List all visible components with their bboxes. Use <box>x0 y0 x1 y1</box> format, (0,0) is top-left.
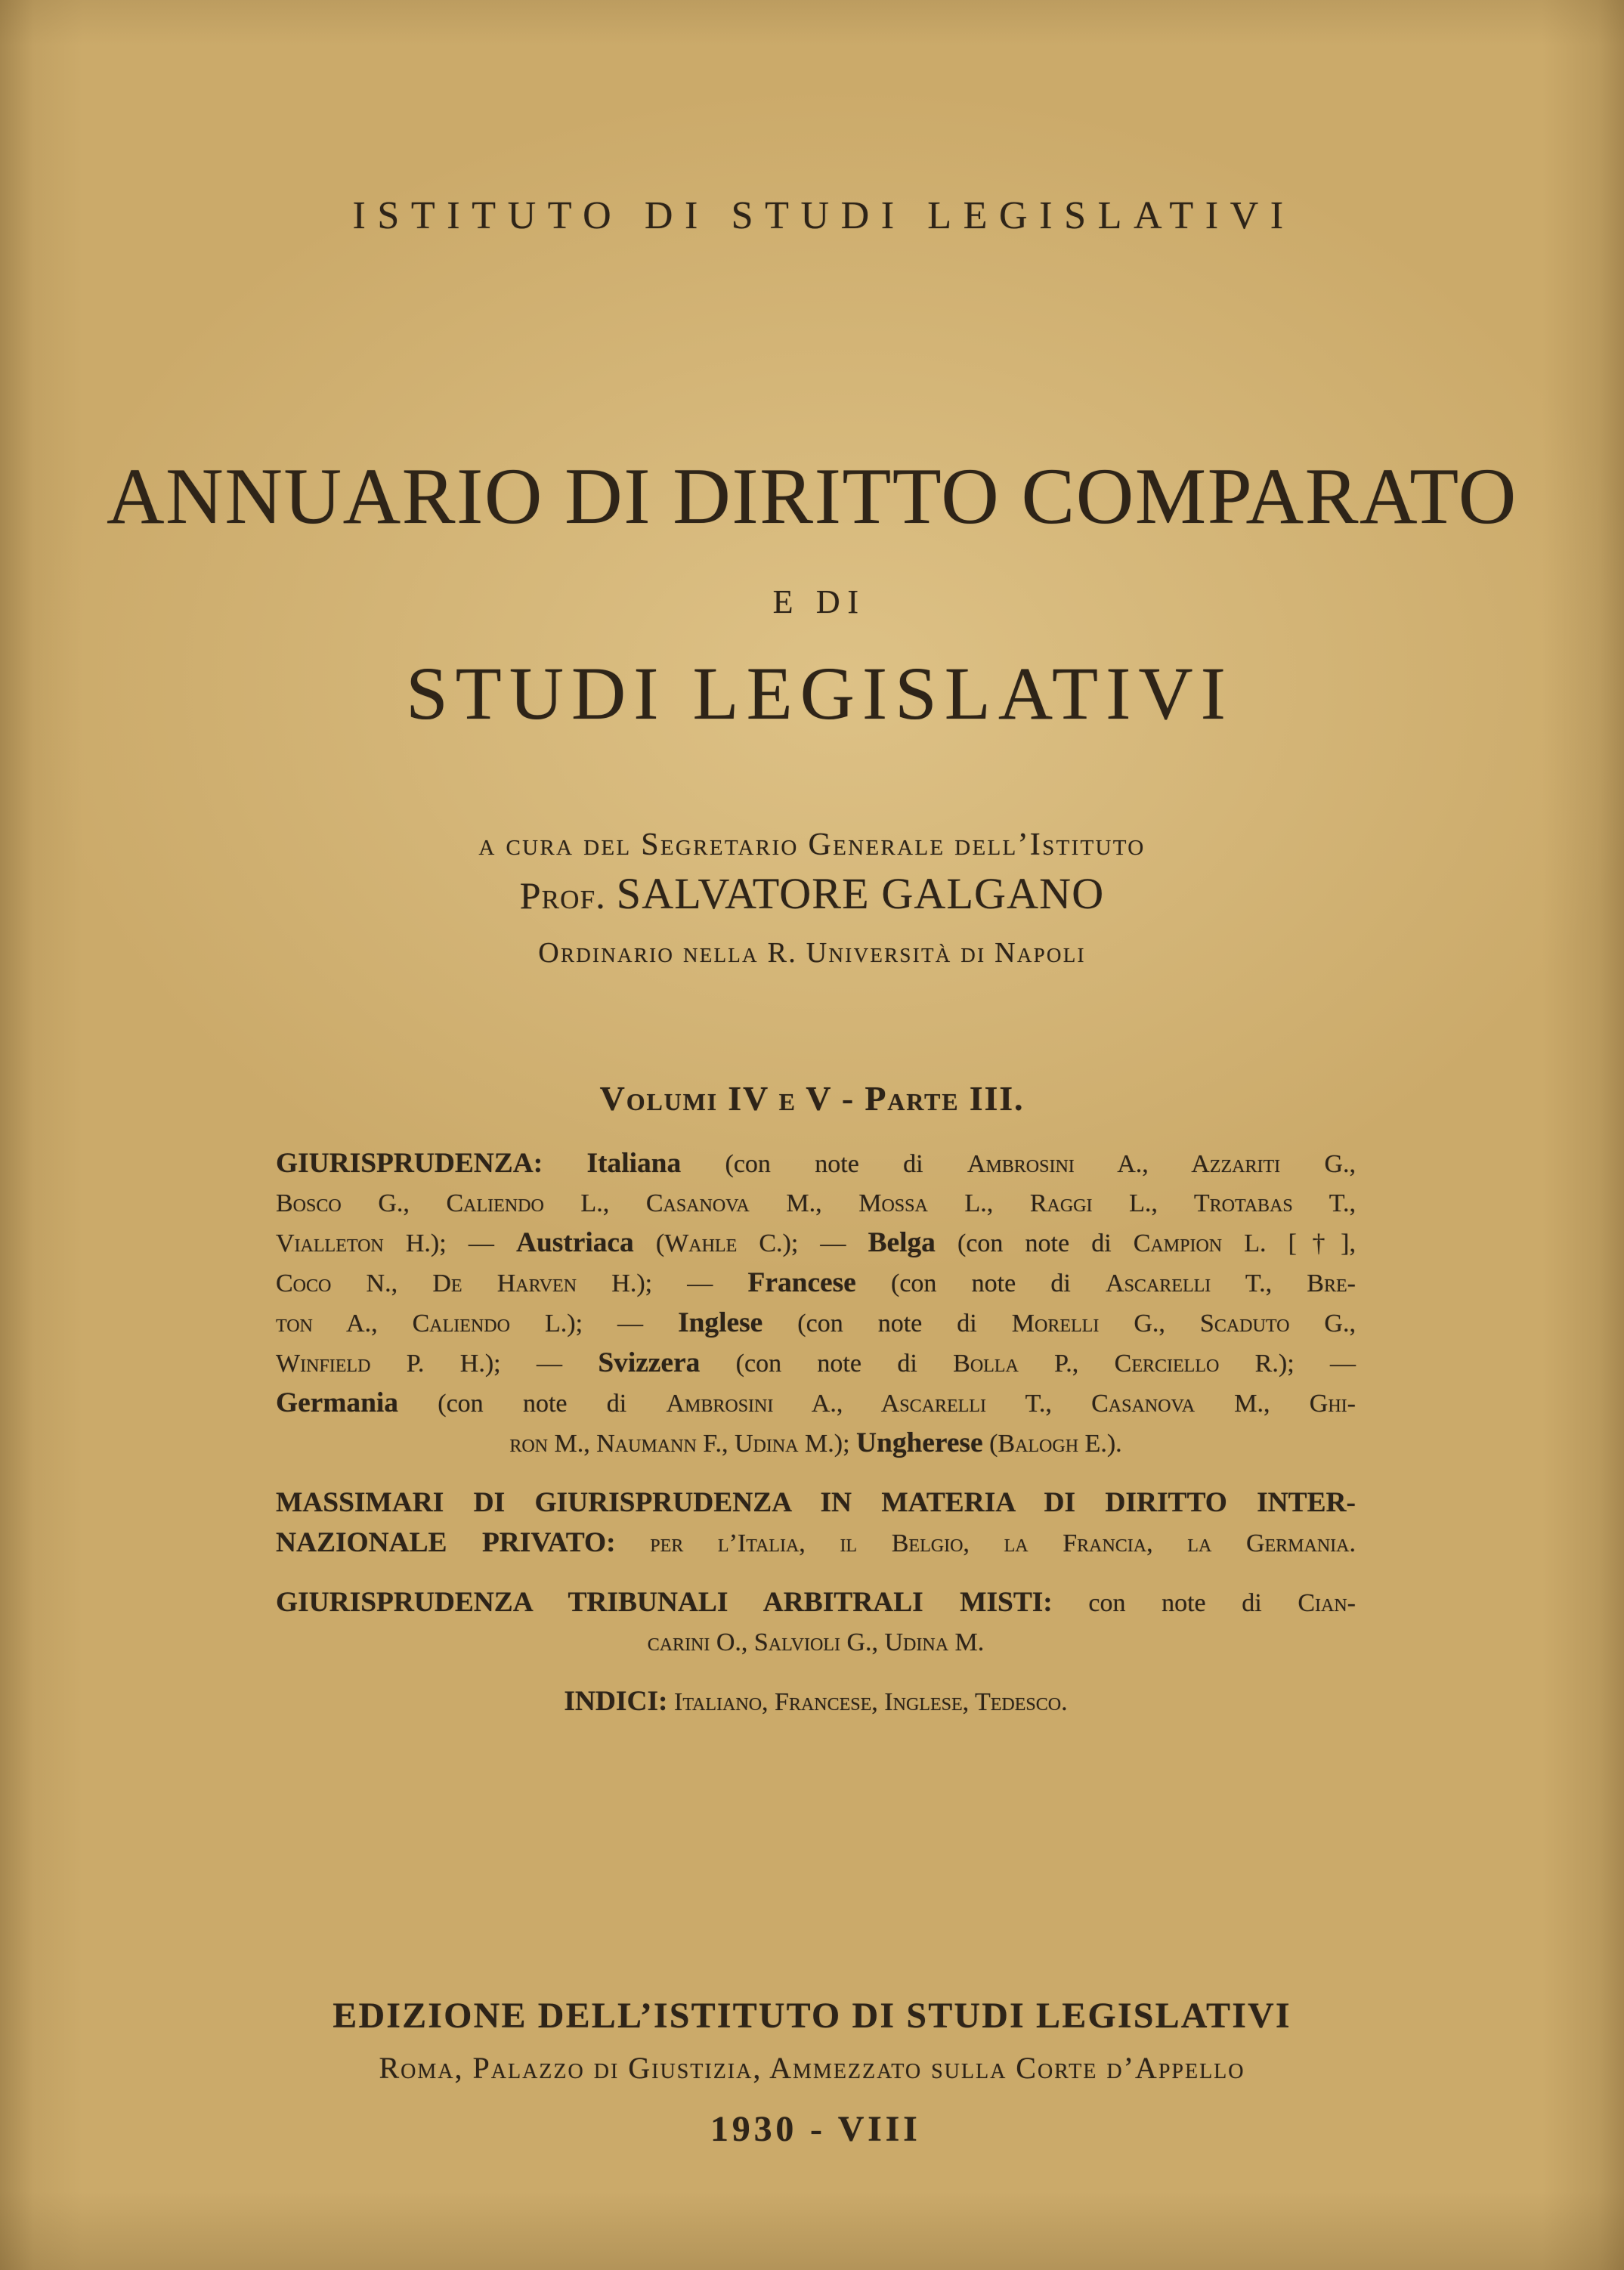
text-segment: GIURISPRUDENZA TRIBUNALI ARBITRALI MISTI: <box>276 1587 1053 1618</box>
editor-name: SALVATORE GALGANO <box>616 869 1105 918</box>
text-segment: — <box>536 1350 599 1378</box>
text-segment: NAZIONALE PRIVATO: <box>276 1527 616 1558</box>
text-line <box>276 1384 1356 1424</box>
text-segment: carini O., Salvioli G., Udina M. <box>647 1628 985 1656</box>
text-segment: — <box>468 1229 516 1257</box>
text-line <box>276 1424 1356 1464</box>
text-line <box>276 1184 1356 1223</box>
volume-line: Volumi IV e V - Parte III. <box>599 1079 1025 1118</box>
text-segment <box>668 1688 675 1716</box>
paragraph <box>276 1682 1356 1722</box>
text-segment: Belga <box>868 1227 936 1258</box>
paragraph <box>276 1483 1356 1563</box>
paragraph <box>276 1583 1356 1662</box>
text-segment: Inglese <box>678 1307 763 1338</box>
text-segment: GIURISPRUDENZA: <box>276 1148 543 1179</box>
institute-name: ISTITUTO DI STUDI LEGISLATIVI <box>352 194 1295 237</box>
text-segment: con note di <box>1052 1589 1298 1617</box>
curator-line: a cura del Segretario Generale dell’Istituto <box>478 827 1146 862</box>
contents-summary <box>276 1144 1356 1722</box>
text-line <box>276 1583 1356 1623</box>
text-line <box>276 1623 1356 1662</box>
text-segment: per l’Italia, il Belgio, la Francia, la Germania. <box>650 1529 1356 1557</box>
text-segment: (con note di <box>700 1350 954 1378</box>
text-segment: ); — <box>782 1229 868 1257</box>
text-segment: Austriaca <box>515 1227 634 1258</box>
text-segment: Balogh E. <box>998 1430 1107 1458</box>
paragraph <box>276 1144 1356 1464</box>
text-segment: INDICI: <box>564 1686 668 1717</box>
text-segment: ( <box>633 1229 665 1257</box>
text-segment: (con note di <box>763 1310 1012 1338</box>
text-line <box>276 1263 1356 1304</box>
text-segment: Wahle C. <box>664 1229 783 1257</box>
text-segment: Ambrosini A., Ascarelli T., Casanova M., Ghi- <box>666 1390 1356 1418</box>
text-segment: Germania <box>276 1387 398 1418</box>
text-line <box>276 1682 1356 1722</box>
text-line <box>276 1304 1356 1344</box>
text-segment: Italiana <box>586 1148 682 1179</box>
text-segment: Vialleton H.); <box>276 1229 469 1257</box>
main-title-line-2: STUDI LEGISLATIVI <box>406 651 1233 735</box>
text-segment: (con note di <box>855 1270 1106 1297</box>
text-segment: (con note di <box>935 1229 1134 1257</box>
text-segment: Coco N., De Harven H.); <box>276 1270 688 1297</box>
text-segment: Winfield P. H.); <box>276 1350 537 1378</box>
text-segment: Bolla P., Cerciello R. <box>953 1350 1279 1378</box>
text-segment <box>543 1150 586 1178</box>
text-segment: Ascarelli T., Bre- <box>1106 1270 1356 1297</box>
text-segment: — <box>617 1310 679 1338</box>
text-segment: Campion L. [†], <box>1133 1229 1356 1257</box>
text-segment: Svizzera <box>598 1347 701 1378</box>
title-conjunction: E DI <box>772 583 866 620</box>
text-segment: ). <box>1106 1430 1122 1458</box>
editor-name-line <box>0 869 1624 920</box>
text-segment: Ungherese <box>856 1427 983 1458</box>
publisher-address-line: Roma, Palazzo di Giustizia, Ammezzato sulla Corte d’Appello <box>379 2051 1245 2085</box>
text-segment: ron M., Naumann F., Udina M.); <box>509 1430 857 1458</box>
text-segment: Cian- <box>1298 1589 1356 1617</box>
text-line <box>276 1483 1356 1523</box>
publication-year: 1930 - VIII <box>710 2109 921 2149</box>
text-line <box>276 1144 1356 1184</box>
text-line <box>276 1223 1356 1263</box>
text-segment: ( <box>982 1430 998 1458</box>
text-segment <box>616 1529 651 1557</box>
main-title-line-1: ANNUARIO DI DIRITTO COMPARATO <box>107 452 1517 540</box>
text-line <box>276 1523 1356 1563</box>
text-segment: Francese <box>747 1267 856 1298</box>
text-segment: Morelli G., Scaduto G., <box>1011 1310 1356 1338</box>
text-segment: — <box>687 1270 748 1297</box>
text-segment: Bosco G., Caliendo L., Casanova M., Mossa L., Raggi L., Trotabas T., <box>276 1189 1356 1217</box>
editor-position-line: Ordinario nella R. Università di Napoli <box>538 937 1086 969</box>
text-segment: Italiano, Francese, Inglese, Tedesco. <box>674 1688 1068 1716</box>
text-line <box>276 1344 1356 1384</box>
text-segment: (con note di <box>398 1390 667 1418</box>
text-segment: ); — <box>1278 1350 1356 1378</box>
text-segment: ton A., Caliendo L.); <box>276 1310 618 1338</box>
publisher-line: EDIZIONE DELL’ISTITUTO DI STUDI LEGISLATIVI <box>333 1996 1291 2036</box>
text-segment: (con note di <box>681 1150 967 1178</box>
editor-title: Prof. <box>519 875 606 917</box>
text-segment: MASSIMARI DI GIURISPRUDENZA IN MATERIA DI DIRITTO INTER- <box>276 1487 1356 1518</box>
text-segment: Ambrosini A., Azzariti G., <box>967 1150 1356 1178</box>
